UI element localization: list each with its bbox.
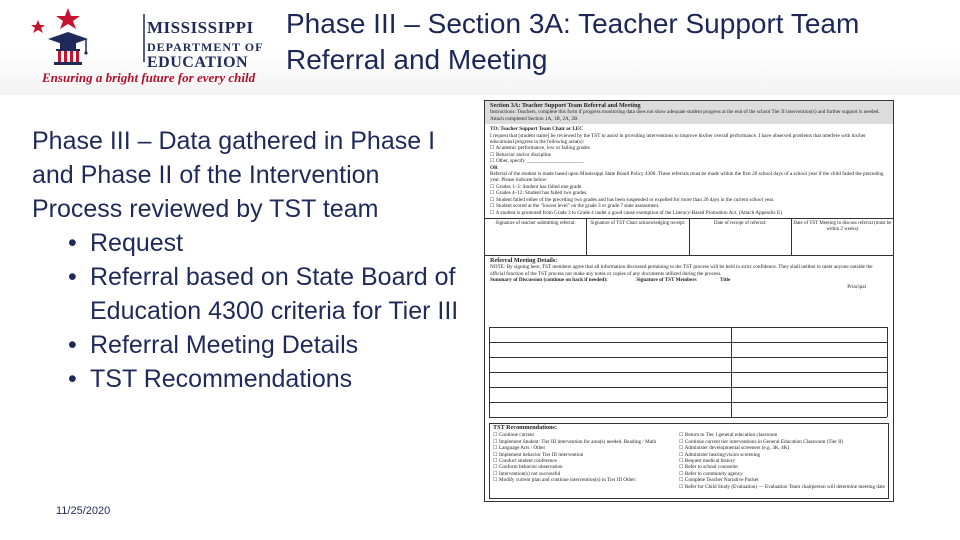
rec-item: ☐ Conform behavior observation <box>493 464 563 471</box>
sig-header: Date of TST Meeting to discuss referral (must be within 2 weeks) <box>793 220 892 233</box>
rec-title: TST Recommendations: <box>493 424 557 431</box>
rec-item: ☐ Refer to community agency <box>678 470 743 477</box>
members-label: Signature of TST Members <box>636 277 697 284</box>
form-to-line: TO: Teacher Support Team Chair or LEC <box>490 126 584 133</box>
bullet-item <box>32 328 462 362</box>
form-check-item: ☐ Student failed either of the preceding two grades and has been suspended or expelled for more than 20 days in the current school year. <box>490 196 775 203</box>
rec-item: ☐ Administer hearing/vision screening <box>678 451 761 458</box>
meeting-title: Referral Meeting Details: <box>490 256 558 264</box>
form-check-item: ☐ Academic performance, low or failing grades <box>490 145 590 152</box>
logo-name-line3: EDUCATION <box>147 54 249 71</box>
logo-name-line1: MISSISSIPPI <box>147 18 254 37</box>
bullet-item <box>32 226 462 260</box>
slide-body <box>32 124 462 396</box>
logo-tagline: Ensuring a bright future for every child <box>42 70 256 85</box>
slide-date: 11/25/2020 <box>56 505 111 517</box>
bullet-dot-icon: • <box>68 331 77 359</box>
sig-header: Date of receipt of referral: <box>690 219 792 255</box>
bullet-dot-icon: • <box>68 365 77 393</box>
rec-item: ☐ Complete Teacher Narrative Packet <box>678 477 759 484</box>
form-check-item: ☐ Behavior and/or discipline <box>490 151 551 158</box>
intro-text: Phase III – Data gathered in Phase I and Phase II of the Intervention Process reviewed by TST team <box>32 127 436 223</box>
bullet-text: Referral based on State Board of Education 4300 criteria for Tier III <box>90 263 459 325</box>
rec-item: ☐ Conduct student conference <box>493 458 557 465</box>
form-instructions: Instructions: Teachers, complete this form if progress monitoring data does not show adequate student progress at the end of the school Tier II intervention(s) and further support is needed. Attach completed Section 1A, 1B, 2A, 2B <box>490 109 880 122</box>
bullet-text: Request <box>90 229 184 257</box>
form-check-item: ☐ Other, specify ______________________ <box>490 158 584 165</box>
recommendations-box <box>489 423 889 499</box>
rec-item: ☐ Language Arts / Other <box>493 445 546 452</box>
form-referral-text: Referral of the student is made based upon Mississippi State Board Policy 4300. These referrals must be made within the first 20 school days of a school year if the child failed the preceding year. Please indicate below: <box>490 171 884 184</box>
form-check-item: ☐ A student is promoted from Grade 3 to Grade 4 under a good cause exemption of the Literacy-Based Promotion Act. (Attach Appendix E) <box>490 209 782 216</box>
form-or: OR <box>490 164 498 171</box>
summary-label: Summary of Discussion (continue on back if needed): <box>490 277 608 284</box>
form-request: I request that [student name] be reviewed by the TST to assist in providing interventions to improve his/her overall performance. I have observed problems that interfere with his/her educational progress in the following area(s): <box>490 132 866 146</box>
bullet-text: TST Recommendations <box>90 365 353 393</box>
rec-item: ☐ Administer developmental screeners (e.g. 3K, 4K) <box>678 445 790 452</box>
principal-label: Principal <box>847 283 866 290</box>
rec-item: ☐ Implement behavior Tier III intervention <box>493 451 584 458</box>
rec-item: ☐ Intervention(s) not successful <box>493 470 561 477</box>
logo-name-line2: DEPARTMENT OF <box>147 40 264 54</box>
form-check-item: ☐ Grades 4–12: Student has failed two grades. <box>490 190 588 197</box>
meeting-note: NOTE: By signing here, TST members agree that all information discussed pertaining to the TST process will be held in strict confidence. They shall neither to meet anyone outside the official function of the TST process nor make any notes or copies of any documents utilized during the process. <box>490 264 873 277</box>
form-check-item: ☐ Grades 1–3: Student has failed one grade. <box>490 183 583 190</box>
bullet-item <box>32 260 462 328</box>
rec-item: ☐ Refer for Child Study (Evaluation) — Evaluation Team chairperson will determine meeting date <box>678 483 885 490</box>
meeting-grid <box>489 327 887 417</box>
form-title: Section 3A: Teacher Support Team Referral and Meeting <box>490 102 641 109</box>
bullet-dot-icon: • <box>68 263 77 291</box>
rec-item: ☐ Modify current plan and continue intervention(s) in Tier III Other: <box>493 477 637 484</box>
slide-title: Phase III – Section 3A: Teacher Support Team Referral and Meeting <box>286 8 860 75</box>
capitol-star-logo-icon <box>20 6 145 70</box>
bullet-text: Referral Meeting Details <box>90 331 359 359</box>
title-label: Title <box>720 277 731 284</box>
bullet-item <box>32 362 462 396</box>
rec-item: ☐ Implement Student: Tier III intervention for area(s) needed. Reading / Math <box>493 438 657 445</box>
rec-item: ☐ Continue current tier interventions in General Education Classroom (Tier II) <box>678 438 844 445</box>
rec-item: ☐ Request medical history <box>678 458 736 465</box>
referral-form-image <box>484 100 894 502</box>
rec-item: ☐ Return to Tier I general education classroom <box>678 432 778 439</box>
bullet-dot-icon: • <box>68 229 77 257</box>
mde-logo <box>20 6 270 88</box>
bullet-list <box>32 226 462 396</box>
rec-item: ☐ Continue current <box>493 432 534 439</box>
form-check-item: ☐ Student scored at the "lowest level" on the grade 3 or grade 7 state assessment. <box>490 203 660 210</box>
sig-header: Signature of TST Chair acknowledging receipt: <box>587 219 689 255</box>
signature-row <box>485 218 893 256</box>
sig-header: Signature of teacher submitting referral: <box>485 219 587 255</box>
rec-item: ☐ Refer to school counselor <box>678 464 739 471</box>
